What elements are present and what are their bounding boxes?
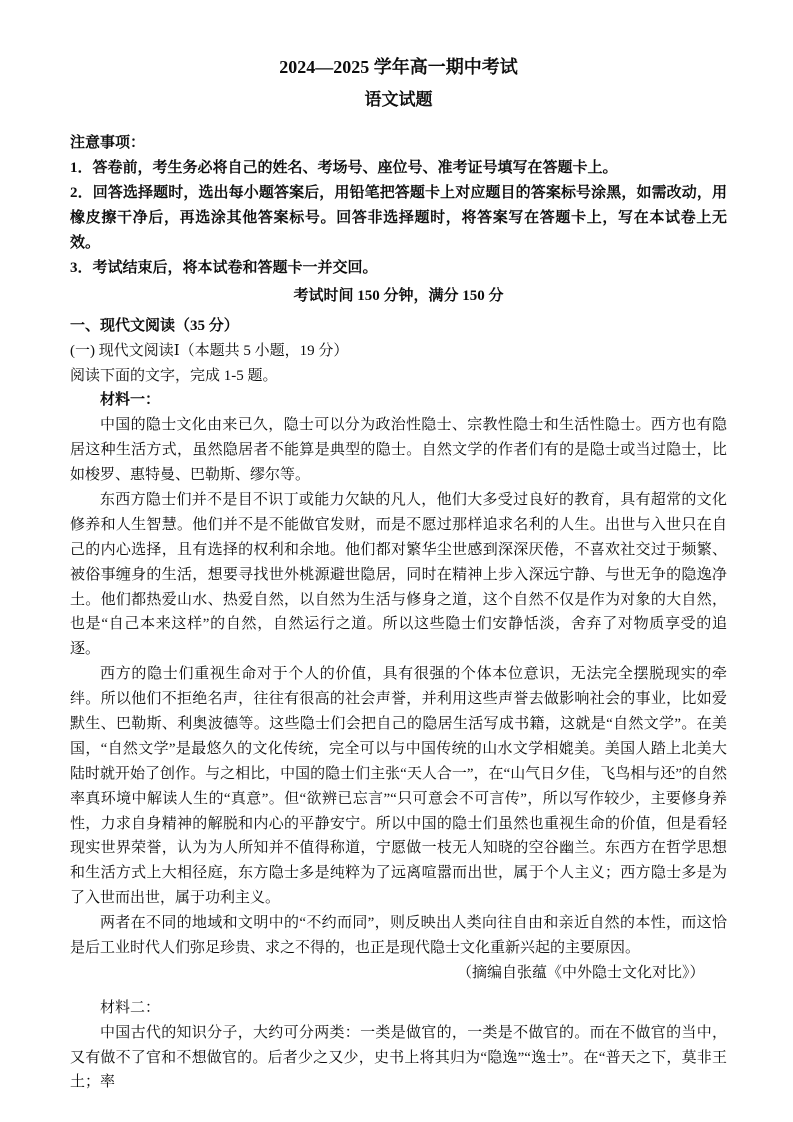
subsection-heading: (一) 现代文阅读Ⅰ（本题共 5 小题，19 分）: [70, 342, 349, 359]
section-heading-modern-reading: 一、现代文阅读（35 分）: [70, 317, 239, 334]
material1-source-citation: （摘编自张蕴《中外隐士文化对比》）: [456, 964, 705, 981]
material2-label: 材料二：: [100, 999, 161, 1016]
material1-paragraph-3: 西方的隐士们重视生命对于个人的价值，具有很强的个体本位意识，无法完全摆脱现实的牵绊。所以他们不拒绝名声，往往有很高的社会声誉，并利用这些声誉去做影响社会的事业，比如爱默生、巴勒斯、利奥波德等。这些隐士们会把自己的隐居生活写成书籍，这就是“自然文学”。在美国，“自然文学”是最悠久的文化传统，完全可以与中国传统的山水文学相媲美。美国人踏上北美大陆时就开始了创作。与之相比，中国的隐士们主张“天人合一”，在“山气日夕佳，飞鸟相与还”的自然率真环境中解读人生的“真意”。但“欲辨已忘言”“只可意会不可言传”，所以写作较少，主要修身养性，力求自身精神的解脱和内心的平静安宁。所以中国的隐士们虽然也重视生命的价值，但是看轻现实世界荣誉，认为为人所知并不值得称道，宁愿做一枝无人知晓的空谷幽兰。东西方在哲学思想和生活方式上大相径庭，东方隐士多是纯粹为了远离喧嚣而出世，属于个人主义；西方隐士多是为了入世而出世，属于功利主义。: [70, 666, 727, 907]
material1-paragraph-2: 东西方隐士们并不是目不识丁或能力欠缺的凡人，他们大多受过良好的教育，具有超常的文化修养和人生智慧。他们并不是不能做官发财，而是不愿过那样追求名利的人生。出世与入世只在自己的内心选择，且有选择的权利和余地。他们都对繁华尘世感到深深厌倦，不喜欢社交过于频繁、被俗事缠身的生活，想要寻找世外桃源避世隐居，同时在精神上步入深远宁静、与世无争的隐逸净土。他们都热爱山水、热爱自然，以自然为生活与修身之道，这个自然不仅是作为对象的大自然，也是“自己本来这样”的自然，自然运行之道。所以这些隐士们安静恬淡，舍弃了对物质享受的追逐。: [70, 491, 727, 658]
material1-paragraph-1: 中国的隐士文化由来已久，隐士可以分为政治性隐士、宗教性隐士和生活性隐士。西方也有隐居这种生活方式，虽然隐居者不能算是典型的隐士。自然文学的作者们有的是隐士或当过隐士，比如梭罗、惠特曼、巴勒斯、缪尔等。: [70, 417, 727, 484]
notice-item-3: 3．考试结束后，将本试卷和答题卡一并交回。: [70, 259, 378, 276]
material2-paragraph-1: 中国古代的知识分子，大约可分两类：一类是做官的，一类是不做官的。而在不做官的当中，又有做不了官和不想做官的。后者少之又少，史书上将其归为“隐逸”“逸士”。在“普天之下，莫非王土；率: [70, 1024, 727, 1091]
reading-instruction: 阅读下面的文字，完成 1-5 题。: [70, 367, 278, 384]
exam-subtitle: 语文试题: [364, 90, 433, 110]
notice-item-1: 1．答卷前，考生务必将自己的姓名、考场号、座位号、准考证号填写在答题卡上。: [70, 160, 618, 177]
material1-paragraph-4: 两者在不同的地域和文明中的“不约而同”，则反映出人类向往自由和亲近自然的本性，而这恰是后工业时代人们弥足珍贵、求之不得的，也正是现代隐士文化重新兴起的主要原因。: [70, 915, 727, 956]
notice-heading: 注意事项：: [70, 135, 146, 152]
exam-title: 2024—2025 学年高一期中考试: [279, 57, 518, 77]
material1-label: 材料一：: [100, 392, 161, 409]
exam-duration-score: 考试时间 150 分钟，满分 150 分: [293, 287, 504, 304]
notice-item-2: 2．回答选择题时，选出每小题答案后，用铅笔把答题卡上对应题目的答案标号涂黑，如需改动，用橡皮擦干净后，再选涂其他答案标号。回答非选择题时，将答案写在答题卡上，写在本试卷上无效。: [70, 185, 727, 252]
